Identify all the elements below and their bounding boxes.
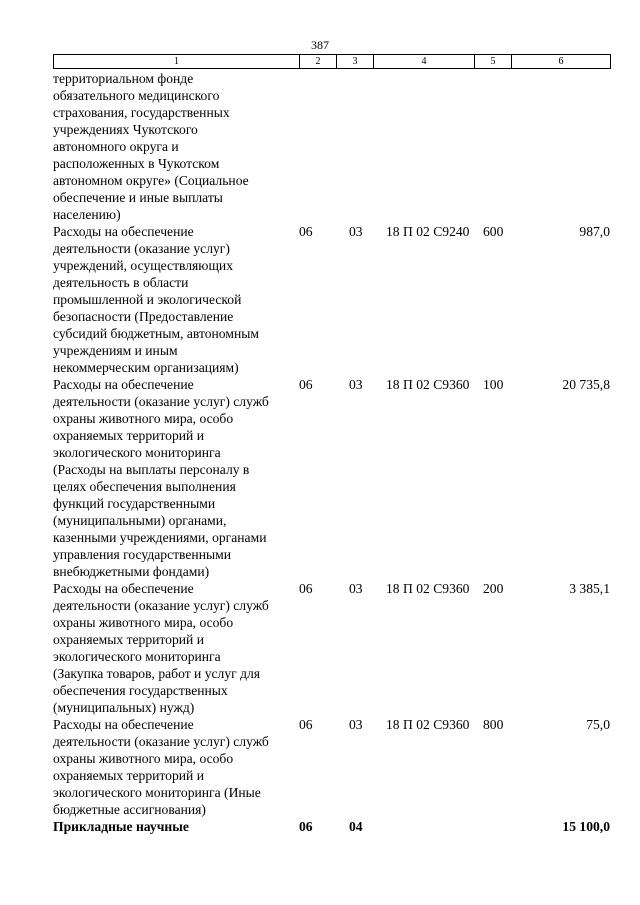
description-line: населению): [53, 207, 121, 222]
section-code: 06: [299, 581, 313, 596]
description-line: учреждениях Чукотского: [53, 122, 198, 137]
description-line: обязательного медицинского: [53, 88, 220, 103]
row-description: [53, 223, 299, 376]
description-line: расположенных в Чукотском: [53, 156, 220, 171]
subsection-code: 03: [349, 224, 363, 239]
target-article: 18 П 02 С9360: [386, 581, 470, 596]
description-line: экологического мониторинга: [53, 445, 221, 460]
table-body: [53, 70, 610, 835]
description-line: охраны животного мира, особо: [53, 615, 234, 630]
description-line: страхования, государственных: [53, 105, 230, 120]
table-row: [53, 223, 610, 376]
description-line: деятельности (оказание услуг) служб: [53, 734, 269, 749]
table-header: [53, 54, 611, 69]
header-col-5: 5: [475, 55, 512, 69]
header-col-6: 6: [512, 55, 611, 69]
description-line: целях обеспечения выполнения: [53, 479, 236, 494]
description-line: автономного округа и: [53, 139, 179, 154]
description-line: охраняемых территорий и: [53, 428, 204, 443]
expense-type: 600: [483, 224, 504, 239]
description-line: промышленной и экологической: [53, 292, 242, 307]
section-code: 06: [299, 377, 313, 392]
description-line: безопасности (Предоставление: [53, 309, 234, 324]
amount: 3 385,1: [569, 581, 610, 596]
description-line: деятельности (оказание услуг) служб: [53, 394, 269, 409]
expense-type: 100: [483, 377, 504, 392]
description-line: Расходы на обеспечение: [53, 224, 194, 239]
table-row: [53, 376, 610, 580]
subsection-code: 03: [349, 717, 363, 732]
description-line: Прикладные научные: [53, 819, 189, 834]
description-line: охраны животного мира, особо: [53, 751, 234, 766]
description-line: функций государственными: [53, 496, 216, 511]
target-article: 18 П 02 С9360: [386, 377, 470, 392]
description-line: обеспечение и иные выплаты: [53, 190, 223, 205]
description-line: автономном округе» (Социальное: [53, 173, 249, 188]
description-line: (муниципальными) органами,: [53, 513, 227, 528]
subsection-code: 03: [349, 377, 363, 392]
section-code: 06: [299, 224, 313, 239]
description-line: бюджетные ассигнования): [53, 802, 206, 817]
description-line: охраняемых территорий и: [53, 632, 204, 647]
description-line: Расходы на обеспечение: [53, 717, 194, 732]
table-row: [53, 818, 610, 835]
expense-type: 200: [483, 581, 504, 596]
description-line: экологического мониторинга: [53, 649, 221, 664]
description-line: казенными учреждениями, органами: [53, 530, 267, 545]
description-line: деятельность в области: [53, 275, 189, 290]
target-article: 18 П 02 С9360: [386, 717, 470, 732]
amount: 20 735,8: [562, 377, 610, 392]
page-number: 387: [311, 38, 329, 52]
table-row: [53, 580, 610, 716]
header-col-4: 4: [374, 55, 475, 69]
description-line: управления государственными: [53, 547, 231, 562]
description-line: учреждений, осуществляющих: [53, 258, 233, 273]
description-line: охраняемых территорий и: [53, 768, 204, 783]
description-line: деятельности (оказание услуг) служб: [53, 598, 269, 613]
row-description: [53, 818, 299, 835]
header-col-2: 2: [300, 55, 337, 69]
description-line: Расходы на обеспечение: [53, 377, 194, 392]
description-line: внебюджетными фондами): [53, 564, 210, 579]
description-line: обеспечения государственных: [53, 683, 228, 698]
description-line: субсидий бюджетным, автономным: [53, 326, 259, 341]
target-article: 18 П 02 С9240: [386, 224, 470, 239]
description-line: (Расходы на выплаты персоналу в: [53, 462, 250, 477]
subsection-code: 04: [349, 819, 363, 834]
description-line: (муниципальных) нужд): [53, 700, 195, 715]
row-description: [53, 70, 299, 223]
description-line: учреждениям и иным: [53, 343, 178, 358]
description-line: охраны животного мира, особо: [53, 411, 234, 426]
table-row: [53, 716, 610, 818]
description-line: экологического мониторинга (Иные: [53, 785, 261, 800]
row-description: [53, 580, 299, 716]
section-code: 06: [299, 819, 313, 834]
description-line: Расходы на обеспечение: [53, 581, 194, 596]
description-line: территориальном фонде: [53, 71, 194, 86]
row-description: [53, 376, 299, 580]
header-col-3: 3: [337, 55, 374, 69]
description-line: деятельности (оказание услуг): [53, 241, 230, 256]
table-row: [53, 70, 610, 223]
description-line: (Закупка товаров, работ и услуг для: [53, 666, 261, 681]
description-line: некоммерческим организациям): [53, 360, 239, 375]
section-code: 06: [299, 717, 313, 732]
subsection-code: 03: [349, 581, 363, 596]
row-description: [53, 716, 299, 818]
amount: 75,0: [586, 717, 610, 732]
amount: 15 100,0: [562, 819, 610, 834]
expense-type: 800: [483, 717, 504, 732]
header-col-1: 1: [54, 55, 300, 69]
amount: 987,0: [579, 224, 610, 239]
